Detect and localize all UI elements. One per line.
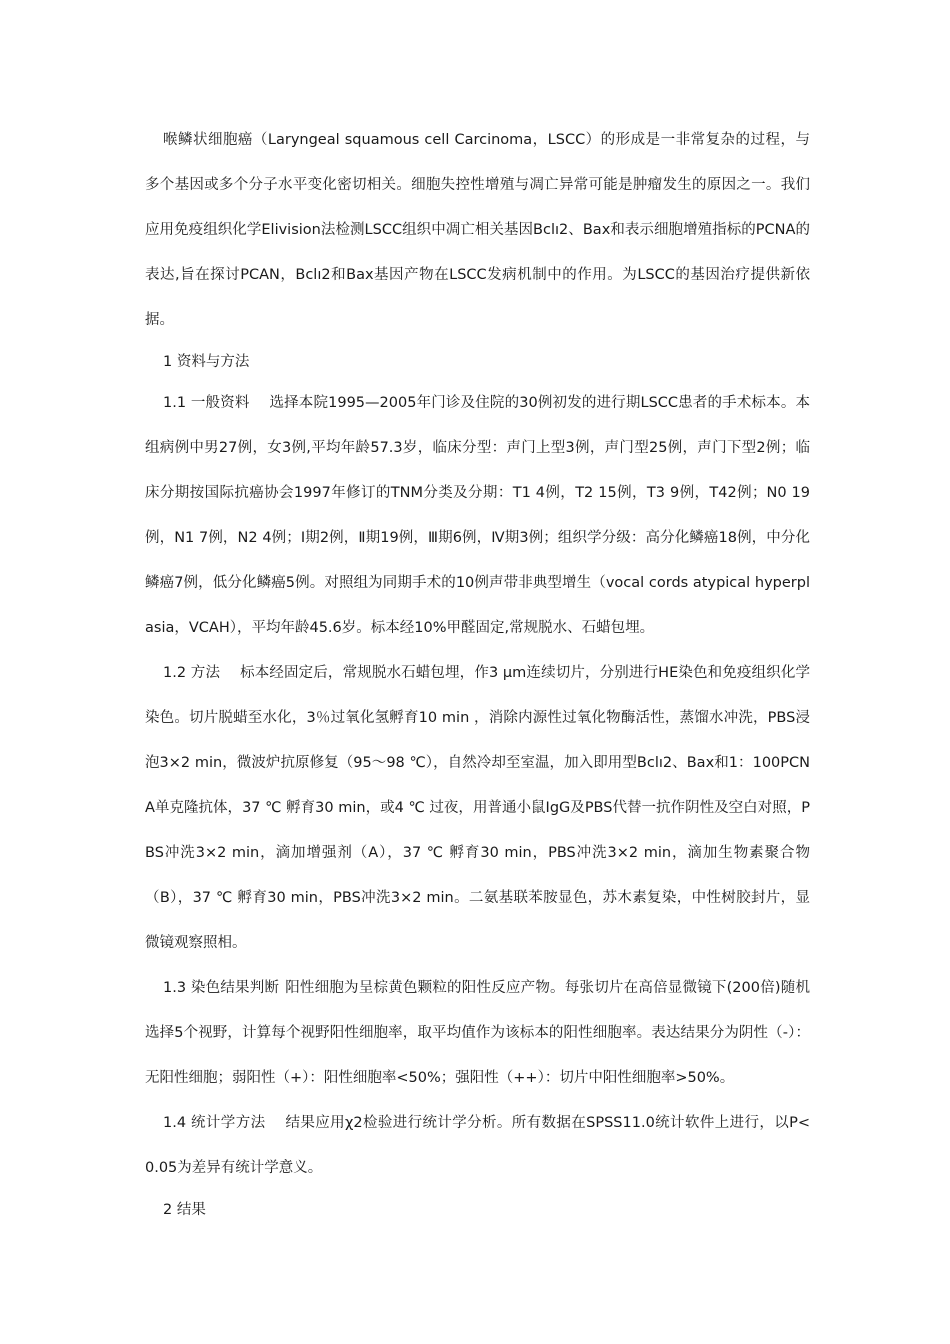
section-2-heading: 2 结果 (163, 1202, 206, 1218)
section-1-1-title: 1.1 一般资料 (163, 395, 250, 411)
section-1-1-paragraph (145, 381, 810, 651)
section-1-4-body: 结果应用χ2检验进行统计学分析。所有数据在SPSS11.0统计软件上进行，以P<0.05为差异有统计学意义。 (145, 1115, 810, 1176)
section-1-heading: 1 资料与方法 (163, 354, 250, 370)
section-1-4-title: 1.4 统计学方法 (163, 1115, 266, 1131)
section-1-3-paragraph (145, 966, 810, 1101)
section-1-2-body: 标本经固定后，常规脱水石蜡包埋，作3 μm连续切片，分别进行HE染色和免疫组织化学染色。切片脱蜡至水化，3％过氧化氢孵育10 min ，消除内源性过氧化物酶活性，蒸馏水冲洗，PBS浸泡3×2 min，微波炉抗原修复（95～98 ℃），自然冷却至室温，加入即用型Bclı2、Bax和1：100PCNA单克隆抗体，37 ℃ 孵育30 min，或4 ℃ 过夜，用普通小鼠IgG及PBS代替一抗作阴性及空白对照，PBS冲洗3×2 min，滴加增强剂（A），37 ℃ 孵育30 min，PBS冲洗3×2 min，滴加生物素聚合物（B），37 ℃ 孵育30 min，PBS冲洗3×2 min。二氨基联苯胺显色，苏木素复染，中性树胶封片，显微镜观察照相。 (145, 665, 810, 951)
section-1-3-title: 1.3 染色结果判断 (163, 980, 280, 996)
section-1-2-title: 1.2 方法 (163, 665, 221, 681)
section-1-2-paragraph (145, 651, 810, 966)
document-body (145, 118, 810, 1229)
section-1-1-body: 选择本院1995—2005年门诊及住院的30例初发的进行期LSCC患者的手术标本。本组病例中男27例，女3例,平均年龄57.3岁，临床分型：声门上型3例，声门型25例，声门下型2例；临床分期按国际抗癌协会1997年修订的TNM分类及分期：T1 4例，T2 15例，T3 9例，T42例；N0 19例，N1 7例，N2 4例；Ⅰ期2例，Ⅱ期19例，Ⅲ期6例，Ⅳ期3例；组织学分级：高分化鳞癌18例，中分化鳞癌7例，低分化鳞癌5例。对照组为同期手术的10例声带非典型增生（vocal cords atypical hyperplasia，VCAH），平均年龄45.6岁。标本经10%甲醛固定,常规脱水、石蜡包埋。 (145, 395, 810, 636)
intro-paragraph: 喉鳞状细胞癌（Laryngeal squamous cell Carcinoma，LSCC）的形成是一非常复杂的过程，与多个基因或多个分子水平变化密切相关。细胞失控性增殖与凋亡异常可能是肿瘤发生的原因之一。我们应用免疫组织化学Elivision法检测LSCC组织中凋亡相关基因Bclı2、Bax和表示细胞增殖指标的PCNA的表达,旨在探讨PCAN，Bclı2和Bax基因产物在LSCC发病机制中的作用。为LSCC的基因治疗提供新依据。 (145, 132, 810, 328)
section-1-3-body: 阳性细胞为呈棕黄色颗粒的阳性反应产物。每张切片在高倍显微镜下(200倍)随机选择5个视野，计算每个视野阳性细胞率，取平均值作为该标本的阳性细胞率。表达结果分为阴性（-）：无阳性细胞；弱阳性（+）：阳性细胞率<50%；强阳性（++）：切片中阳性细胞率>50%。 (145, 980, 810, 1086)
section-1-4-paragraph (145, 1101, 810, 1191)
